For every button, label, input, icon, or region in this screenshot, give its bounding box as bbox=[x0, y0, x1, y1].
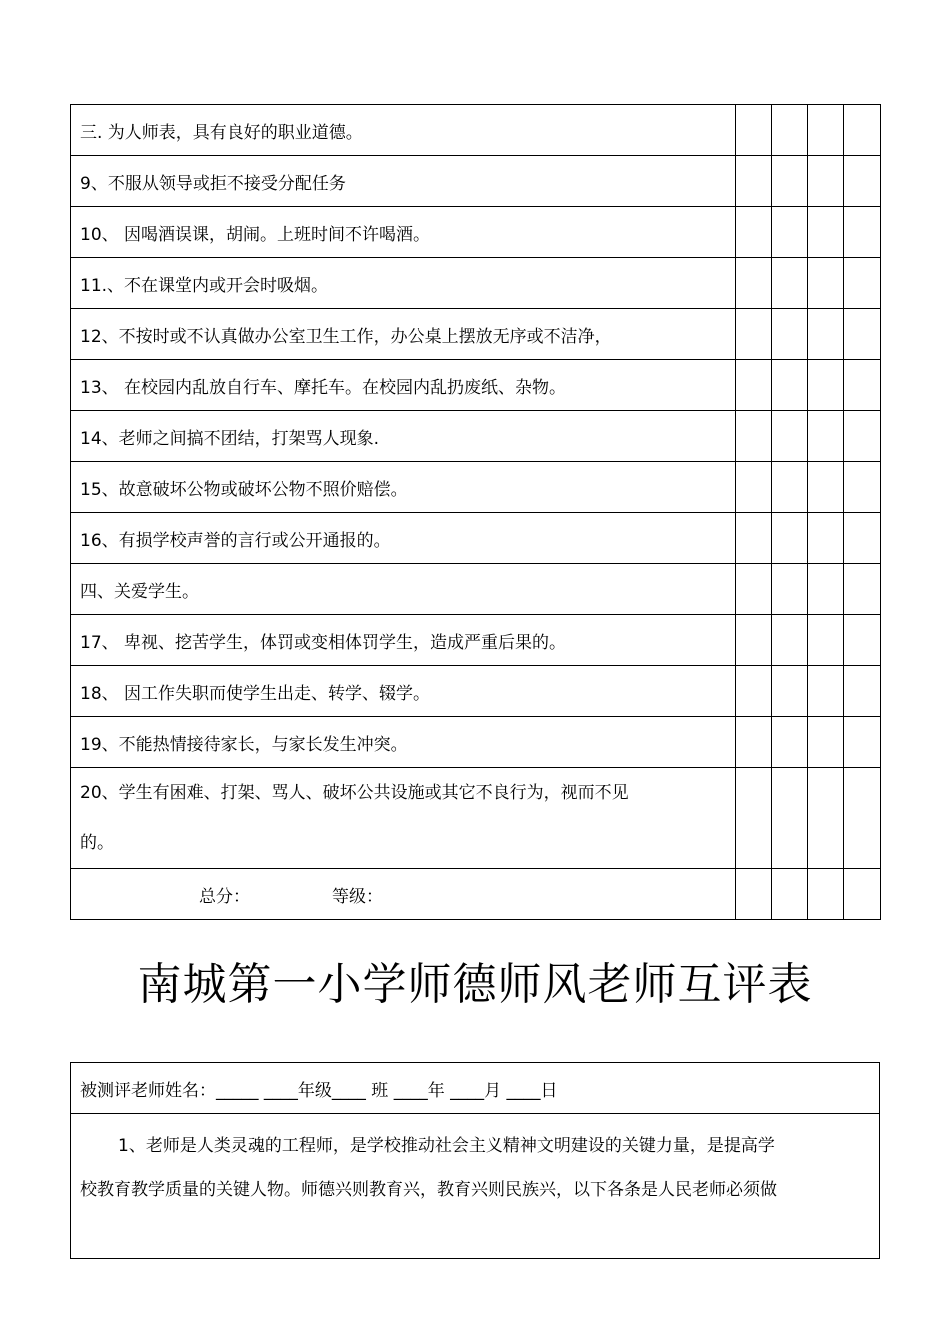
table-row bbox=[71, 717, 881, 768]
score-cell[interactable] bbox=[844, 513, 881, 564]
score-cell[interactable] bbox=[808, 105, 844, 156]
score-cell[interactable] bbox=[736, 105, 772, 156]
score-cell[interactable] bbox=[844, 717, 881, 768]
score-cell[interactable] bbox=[808, 309, 844, 360]
criterion-line-1: 20、学生有困难、打架、骂人、破坏公共设施或其它不良行为，视而不见 bbox=[80, 783, 629, 803]
table-row bbox=[71, 411, 881, 462]
score-cell[interactable] bbox=[808, 717, 844, 768]
table-row bbox=[71, 258, 881, 309]
score-cell[interactable] bbox=[808, 564, 844, 615]
score-cell[interactable] bbox=[736, 360, 772, 411]
table-row bbox=[71, 768, 881, 869]
table-row bbox=[71, 513, 881, 564]
score-cell[interactable] bbox=[772, 258, 808, 309]
score-cell[interactable] bbox=[808, 666, 844, 717]
score-cell[interactable] bbox=[844, 156, 881, 207]
intro-line-1: 1、老师是人类灵魂的工程师，是学校推动社会主义精神文明建设的关键力量，是提高学 bbox=[118, 1136, 775, 1156]
intro-paragraph bbox=[71, 1114, 880, 1259]
score-cell[interactable] bbox=[844, 207, 881, 258]
criterion-text bbox=[71, 768, 736, 869]
peer-review-form bbox=[70, 1062, 880, 1259]
score-cell[interactable] bbox=[808, 513, 844, 564]
score-cell[interactable] bbox=[772, 869, 808, 920]
score-cell[interactable] bbox=[844, 309, 881, 360]
score-cell[interactable] bbox=[844, 768, 881, 869]
score-cell[interactable] bbox=[736, 666, 772, 717]
criterion-text: 17、 卑视、挖苦学生，体罚或变相体罚学生，造成严重后果的。 bbox=[71, 615, 736, 666]
criterion-text: 11.、不在课堂内或开会时吸烟。 bbox=[71, 258, 736, 309]
criterion-text: 9、不服从领导或拒不接受分配任务 bbox=[71, 156, 736, 207]
score-cell[interactable] bbox=[736, 462, 772, 513]
table-row bbox=[71, 360, 881, 411]
score-cell[interactable] bbox=[772, 768, 808, 869]
page-title: 南城第一小学师德师风老师互评表 bbox=[137, 959, 813, 1010]
total-score-label: 总分： bbox=[199, 886, 250, 907]
table-row bbox=[71, 666, 881, 717]
score-cell[interactable] bbox=[808, 462, 844, 513]
score-cell[interactable] bbox=[772, 513, 808, 564]
score-cell[interactable] bbox=[772, 462, 808, 513]
table-row bbox=[71, 105, 881, 156]
criterion-line-2: 的。 bbox=[80, 833, 114, 853]
score-cell[interactable] bbox=[772, 309, 808, 360]
score-cell[interactable] bbox=[772, 615, 808, 666]
score-cell[interactable] bbox=[808, 869, 844, 920]
score-cell[interactable] bbox=[736, 411, 772, 462]
score-cell[interactable] bbox=[772, 564, 808, 615]
score-cell[interactable] bbox=[844, 869, 881, 920]
score-cell[interactable] bbox=[808, 615, 844, 666]
criterion-text: 19、不能热情接待家长，与家长发生冲突。 bbox=[71, 717, 736, 768]
grade-label: 等级： bbox=[332, 886, 383, 907]
criterion-text: 三. 为人师表，具有良好的职业道德。 bbox=[71, 105, 736, 156]
score-cell[interactable] bbox=[844, 105, 881, 156]
criterion-text: 10、 因喝酒误课，胡闹。上班时间不许喝酒。 bbox=[71, 207, 736, 258]
score-cell[interactable] bbox=[736, 156, 772, 207]
table-row bbox=[71, 564, 881, 615]
criterion-text: 15、故意破坏公物或破坏公物不照价赔偿。 bbox=[71, 462, 736, 513]
criterion-text: 13、 在校园内乱放自行车、摩托车。在校园内乱扔废纸、杂物。 bbox=[71, 360, 736, 411]
score-cell[interactable] bbox=[844, 360, 881, 411]
table-row bbox=[71, 156, 881, 207]
score-cell[interactable] bbox=[808, 768, 844, 869]
score-cell[interactable] bbox=[736, 768, 772, 869]
score-cell[interactable] bbox=[808, 156, 844, 207]
criterion-text: 18、 因工作失职而使学生出走、转学、辍学。 bbox=[71, 666, 736, 717]
score-cell[interactable] bbox=[736, 513, 772, 564]
criterion-text: 12、不按时或不认真做办公室卫生工作，办公桌上摆放无序或不洁净， bbox=[71, 309, 736, 360]
table-row bbox=[71, 462, 881, 513]
score-cell[interactable] bbox=[844, 666, 881, 717]
table-row bbox=[71, 207, 881, 258]
score-cell[interactable] bbox=[736, 615, 772, 666]
score-cell[interactable] bbox=[736, 309, 772, 360]
score-cell[interactable] bbox=[772, 411, 808, 462]
criterion-text: 四、关爱学生。 bbox=[71, 564, 736, 615]
score-cell[interactable] bbox=[844, 411, 881, 462]
score-cell[interactable] bbox=[736, 717, 772, 768]
evaluation-table bbox=[70, 104, 881, 920]
score-cell[interactable] bbox=[772, 360, 808, 411]
score-cell[interactable] bbox=[808, 360, 844, 411]
total-row bbox=[71, 869, 881, 920]
score-cell[interactable] bbox=[772, 156, 808, 207]
table-row bbox=[71, 615, 881, 666]
score-cell[interactable] bbox=[772, 105, 808, 156]
score-cell[interactable] bbox=[736, 258, 772, 309]
teacher-name-row[interactable]: 被测评老师姓名：_____ ____年级____ 班 ____年 ____月 ____日 bbox=[71, 1063, 880, 1114]
intro-line-2: 校教育教学质量的关键人物。师德兴则教育兴，教育兴则民族兴，以下各条是人民老师必须做 bbox=[80, 1180, 777, 1200]
table-row bbox=[71, 309, 881, 360]
score-cell[interactable] bbox=[772, 666, 808, 717]
criterion-text: 16、有损学校声誉的言行或公开通报的。 bbox=[71, 513, 736, 564]
total-cell bbox=[71, 869, 736, 920]
score-cell[interactable] bbox=[772, 717, 808, 768]
score-cell[interactable] bbox=[844, 462, 881, 513]
score-cell[interactable] bbox=[808, 411, 844, 462]
score-cell[interactable] bbox=[844, 615, 881, 666]
score-cell[interactable] bbox=[844, 258, 881, 309]
score-cell[interactable] bbox=[772, 207, 808, 258]
criterion-text: 14、老师之间搞不团结，打架骂人现象. bbox=[71, 411, 736, 462]
score-cell[interactable] bbox=[736, 869, 772, 920]
score-cell[interactable] bbox=[736, 207, 772, 258]
score-cell[interactable] bbox=[808, 258, 844, 309]
score-cell[interactable] bbox=[844, 564, 881, 615]
score-cell[interactable] bbox=[808, 207, 844, 258]
score-cell[interactable] bbox=[736, 564, 772, 615]
